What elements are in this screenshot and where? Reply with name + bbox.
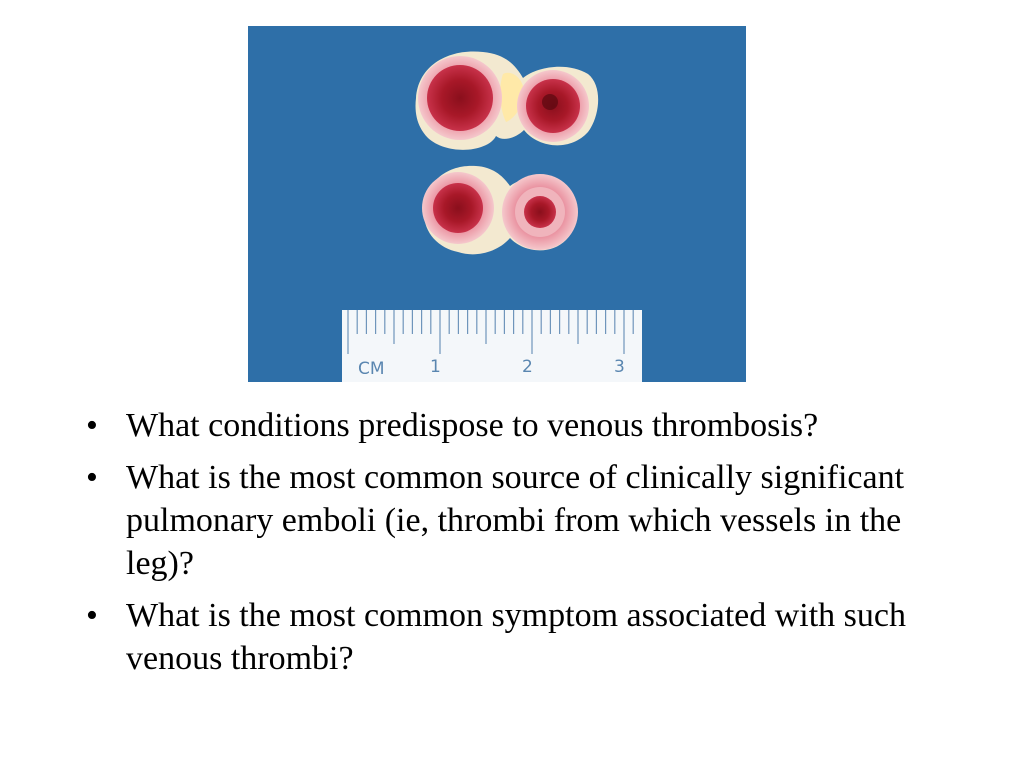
question-item — [86, 594, 966, 680]
question-item — [86, 456, 966, 585]
specimen-illustration — [248, 26, 746, 382]
bullet-marker: • — [86, 459, 98, 496]
question-text: What is the most common source of clinically significant pulmonary emboli (ie, thrombi from which vessels in the leg)? — [126, 459, 905, 582]
centimeter-ruler — [342, 310, 642, 382]
bullet-marker: • — [86, 597, 98, 634]
ruler-number-2: 2 — [522, 357, 533, 377]
ruler-number-1: 1 — [430, 357, 441, 377]
ruler-unit-label: CM — [358, 359, 385, 379]
ruler-number-3: 3 — [614, 357, 625, 377]
upper-vein-cross-section — [416, 51, 599, 149]
question-text: What conditions predispose to venous thrombosis? — [126, 407, 819, 444]
question-item — [86, 404, 966, 447]
bullet-marker: • — [86, 407, 98, 444]
question-list — [86, 404, 966, 689]
vein-specimen-photo — [248, 26, 746, 382]
question-text: What is the most common symptom associated with such venous thrombi? — [126, 597, 907, 677]
lower-vein-cross-section — [422, 166, 578, 254]
